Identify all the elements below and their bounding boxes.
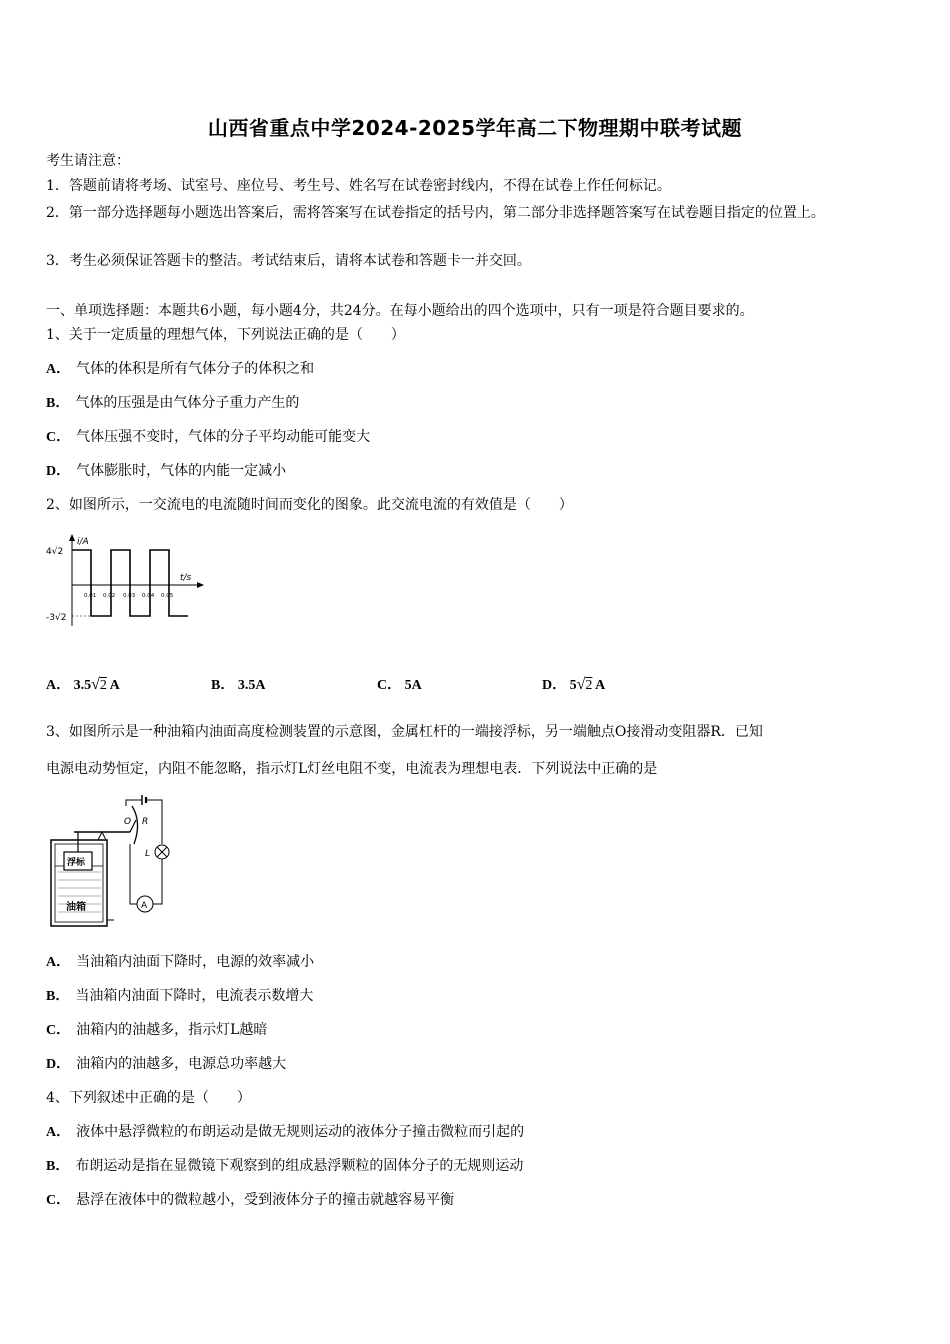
q1-option-b: B． 气体的压强是由气体分子重力产生的: [46, 395, 300, 411]
resistor-r-label: R: [142, 817, 149, 827]
q1-stem: 1、关于一定质量的理想气体，下列说法正确的是（ ）: [46, 327, 405, 343]
q2-stem: 2、如图所示，一交流电的电流随时间而变化的图象。此交流电流的有效值是（ ）: [46, 497, 573, 513]
q3-option-a: A． 当油箱内油面下降时，电源的效率减小: [46, 954, 315, 970]
q2-options: [46, 674, 846, 698]
q3-option-c: C． 油箱内的油越多，指示灯L越暗: [46, 1022, 268, 1038]
q1-option-c: C． 气体压强不变时，气体的分子平均动能可能变大: [46, 429, 371, 445]
tick-label: 0.05: [161, 593, 174, 599]
graph-x-label: t/s: [180, 573, 192, 583]
tick-label: 0.01: [84, 593, 97, 599]
q3-oil-gauge-diagram: [46, 792, 186, 932]
page-title: 山西省重点中学2024-2025学年高二下物理期中联考试题: [207, 116, 743, 140]
tick-label: 0.02: [103, 593, 116, 599]
notice-item-1: 1．答题前请将考场、试室号、座位号、考生号、姓名写在试卷密封线内，不得在试卷上作任何标记。: [46, 178, 671, 194]
q2-current-graph: [46, 530, 206, 630]
q4-option-a: A． 液体中悬浮微粒的布朗运动是做无规则运动的液体分子撞击微粒而引起的: [46, 1124, 525, 1140]
ammeter-label: A: [141, 901, 148, 911]
tick-label: 0.04: [142, 593, 155, 599]
graph-ymin-label: -3√2: [46, 613, 67, 623]
tick-label: 0.03: [123, 593, 136, 599]
q3-stem-line1: 3、如图所示是一种油箱内油面高度检测装置的示意图，金属杠杆的一端接浮标，另一端触点O接滑动变阻器R．已知: [46, 724, 763, 740]
q4-option-b: B． 布朗运动是指在显微镜下观察到的组成悬浮颗粒的固体分子的无规则运动: [46, 1158, 524, 1174]
oil-tank-label: 油箱: [66, 902, 86, 913]
q3-stem-line2: 电源电动势恒定，内阻不能忽略，指示灯L灯丝电阻不变，电流表为理想电表．下列说法中正确的是: [46, 761, 658, 777]
contact-o-label: O: [124, 817, 132, 827]
q2-option-a: A． 3.5√2 A: [46, 676, 120, 693]
section-heading: 一、单项选择题：本题共6小题，每小题4分，共24分。在每小题给出的四个选项中，只有一项是符合题目要求的。: [46, 303, 754, 319]
lamp-l-label: L: [145, 849, 151, 859]
graph-ymax-label: 4√2: [46, 547, 64, 557]
q2-option-b: B． 3.5A: [211, 678, 266, 693]
float-label: 浮标: [67, 858, 86, 868]
notice-item-2: 2．第一部分选择题每小题选出答案后，需将答案写在试卷指定的括号内，第二部分非选择题答案写在试卷题目指定的位置上。: [46, 205, 825, 221]
notice-item-3: 3．考生必须保证答题卡的整洁。考试结束后，请将本试卷和答题卡一并交回。: [46, 253, 531, 269]
q2-option-d: D． 5√2 A: [542, 676, 606, 693]
graph-y-label: i/A: [77, 537, 89, 547]
notice-heading: 考生请注意：: [46, 153, 130, 169]
q1-option-d: D． 气体膨胀时，气体的内能一定减小: [46, 463, 287, 479]
q3-option-d: D． 油箱内的油越多，电源总功率越大: [46, 1056, 287, 1072]
q4-stem: 4、下列叙述中正确的是（ ）: [46, 1090, 251, 1106]
q1-option-a: A． 气体的体积是所有气体分子的体积之和: [46, 361, 315, 377]
q4-option-c: C． 悬浮在液体中的微粒越小，受到液体分子的撞击就越容易平衡: [46, 1192, 455, 1208]
q3-option-b: B． 当油箱内油面下降时，电流表示数增大: [46, 988, 314, 1004]
q2-option-c: C． 5A: [377, 678, 422, 693]
